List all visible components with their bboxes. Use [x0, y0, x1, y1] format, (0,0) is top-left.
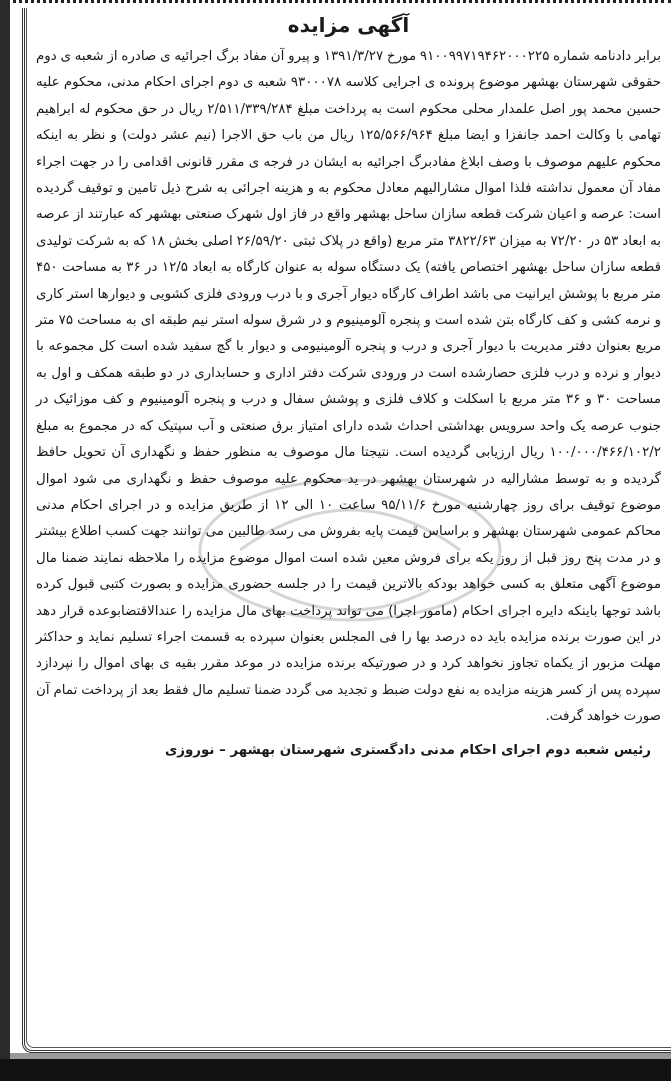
page-bottom-edge [0, 1059, 671, 1081]
notice-title: آگهی مزایده [287, 13, 410, 37]
auction-notice [36, 10, 661, 765]
notice-signature: رئیس شعبه دوم اجرای احکام مدنی دادگستری شهرستان بهشهر – نوروزی [164, 742, 651, 758]
left-page-edge [0, 0, 10, 1081]
notice-body: برابر دادنامه شماره ۹۱۰۰۹۹۷۱۹۴۶۲۰۰۰۲۲۵ مورخ ۱۳۹۱/۳/۲۷ و پیرو آن مفاد برگ اجرائیه ی صادره از شعبه ی دوم حقوقی شهرستان بهشهر موضوع پرونده ی اجرایی کلاسه ۹۳۰۰۰۷۸ شعبه ی دوم اجرای احکام مدنی، محکوم علیه حسین محمد پور اصل علمدار محلی محکوم است به پرداخت مبلغ ۲/۵۱۱/۳۳۹/۲۸۴ ریال در حق محکوم له ابراهیم تهامی با وکالت احمد جانفزا و ایضا مبلغ ۱۲۵/۵۶۶/۹۶۴ ریال من باب حق الاجرا (نیم عشر دولت) و نظر به اینکه محکوم علیهم موصوف با وصف ابلاغ مفادبرگ اجرائیه به ایشان در فرجه ی مقرر قانونی اقدامی را در جهت اجراء مفاد آن معمول نداشته فلذا اموال مشارالیهم معادل محکوم به و هزینه اجرائی به شرح ذیل تامین و توقیف گردیده است: عرصه و اعیان شرکت قطعه سازان ساحل بهشهر واقع در فاز اول شهرک صنعتی بهشهر که عبارتند از عرصه به ابعاد ۵۳ در ۷۲/۲۰ به میزان ۳۸۲۲/۶۳ متر مربع (واقع در پلاک ثبتی ۲۶/۵۹/۲۰ اصلی بخش ۱۸ که به شرکت تولیدی قطعه سازان ساحل بهشهر اختصاص یافته) یک دستگاه سوله به عنوان کارگاه به ابعاد ۱۲/۵ در ۳۶ به مساحت ۴۵۰ متر مربع با پوشش ایرانیت می باشد اطراف کارگاه دیوار آجری و با درب ورودی فلزی کشویی و دیوارها استر کاری و نرمه کشی و کف کارگاه بتن شده است و پنجره آلومینیوم و در شرق سوله استر نیم طبقه ای به مساحت ۷۵ متر مربع بعنوان دفتر مدیریت با دیوار آجری و درب و پنجره آلومینیومی و دیوار با گچ سفید شده است کل مجموعه با دیوار و نرده و درب فلزی حصارشده است در ورودی شرکت دفتر اداری و حسابداری در دو طبقه همکف و اول به مساحت ۳۰ و ۳۶ متر مربع با اسکلت و کلاف فلزی و پوشش سفال و درب و پنجره آلومینیوم و کف موزائیک در جنوب عرصه یک واحد سرویس بهداشتی احداث شده دارای امتیاز برق صنعتی و آب سپتیک که در مجموع به مبلغ ۱۰۰/۰۰۰/۴۶۶/۱۰۲/۲ ریال ارزیابی گردیده است. نتیجتا مال موصوف به منظور حفظ و نگهداری آن تحویل حافظ گردیده و به توسط مشارالیه در شهرستان بهشهر در ید محکوم علیه موصوف حفظ و نگهداری می شود اموال موضوع توقیف برای روز چهارشنبه مورخ ۹۵/۱۱/۶ ساعت ۱۰ الی ۱۲ از طریق مزایده و در اجرای احکام مدنی محاکم عمومی شهرستان بهشهر و براساس قیمت پایه بفروش می رسد طالبین می توانند جهت کسب اطلاع بیشتر و در مدت پنج روز قبل از روز یکه برای فروش معین شده است اموال موضوع مزایده را ملاحظه نمایند ضمنا مال موضوع آگهی متعلق به کسی خواهد بودکه بالاترین قیمت را در جلسه حضوری مزایده و بصورت کتبی قبول کرده باشد توجها باینکه دایره اجرای احکام (مامور اجرا) می تواند پرداخت بهای مال مزایده را عندالاقتضابوعده قرار دهد در این صورت برنده مزایده باید ده درصد بها را فی المجلس بعنوان سپرده به قسمت اجراء تسلیم نماید و حداکثر مهلت مزبور از یکماه تجاوز نخواهد کرد و در صورتیکه برنده مزایده در موعد مقرر بقیه ی بهای اموال را نپردازد سپرده پس از کسر هزینه مزایده به نفع دولت ضبط و تجدید می گردد ضمنا تسلیم مال فقط بعد از پرداخت تمام آن صورت خواهد گرفت. [36, 49, 662, 725]
